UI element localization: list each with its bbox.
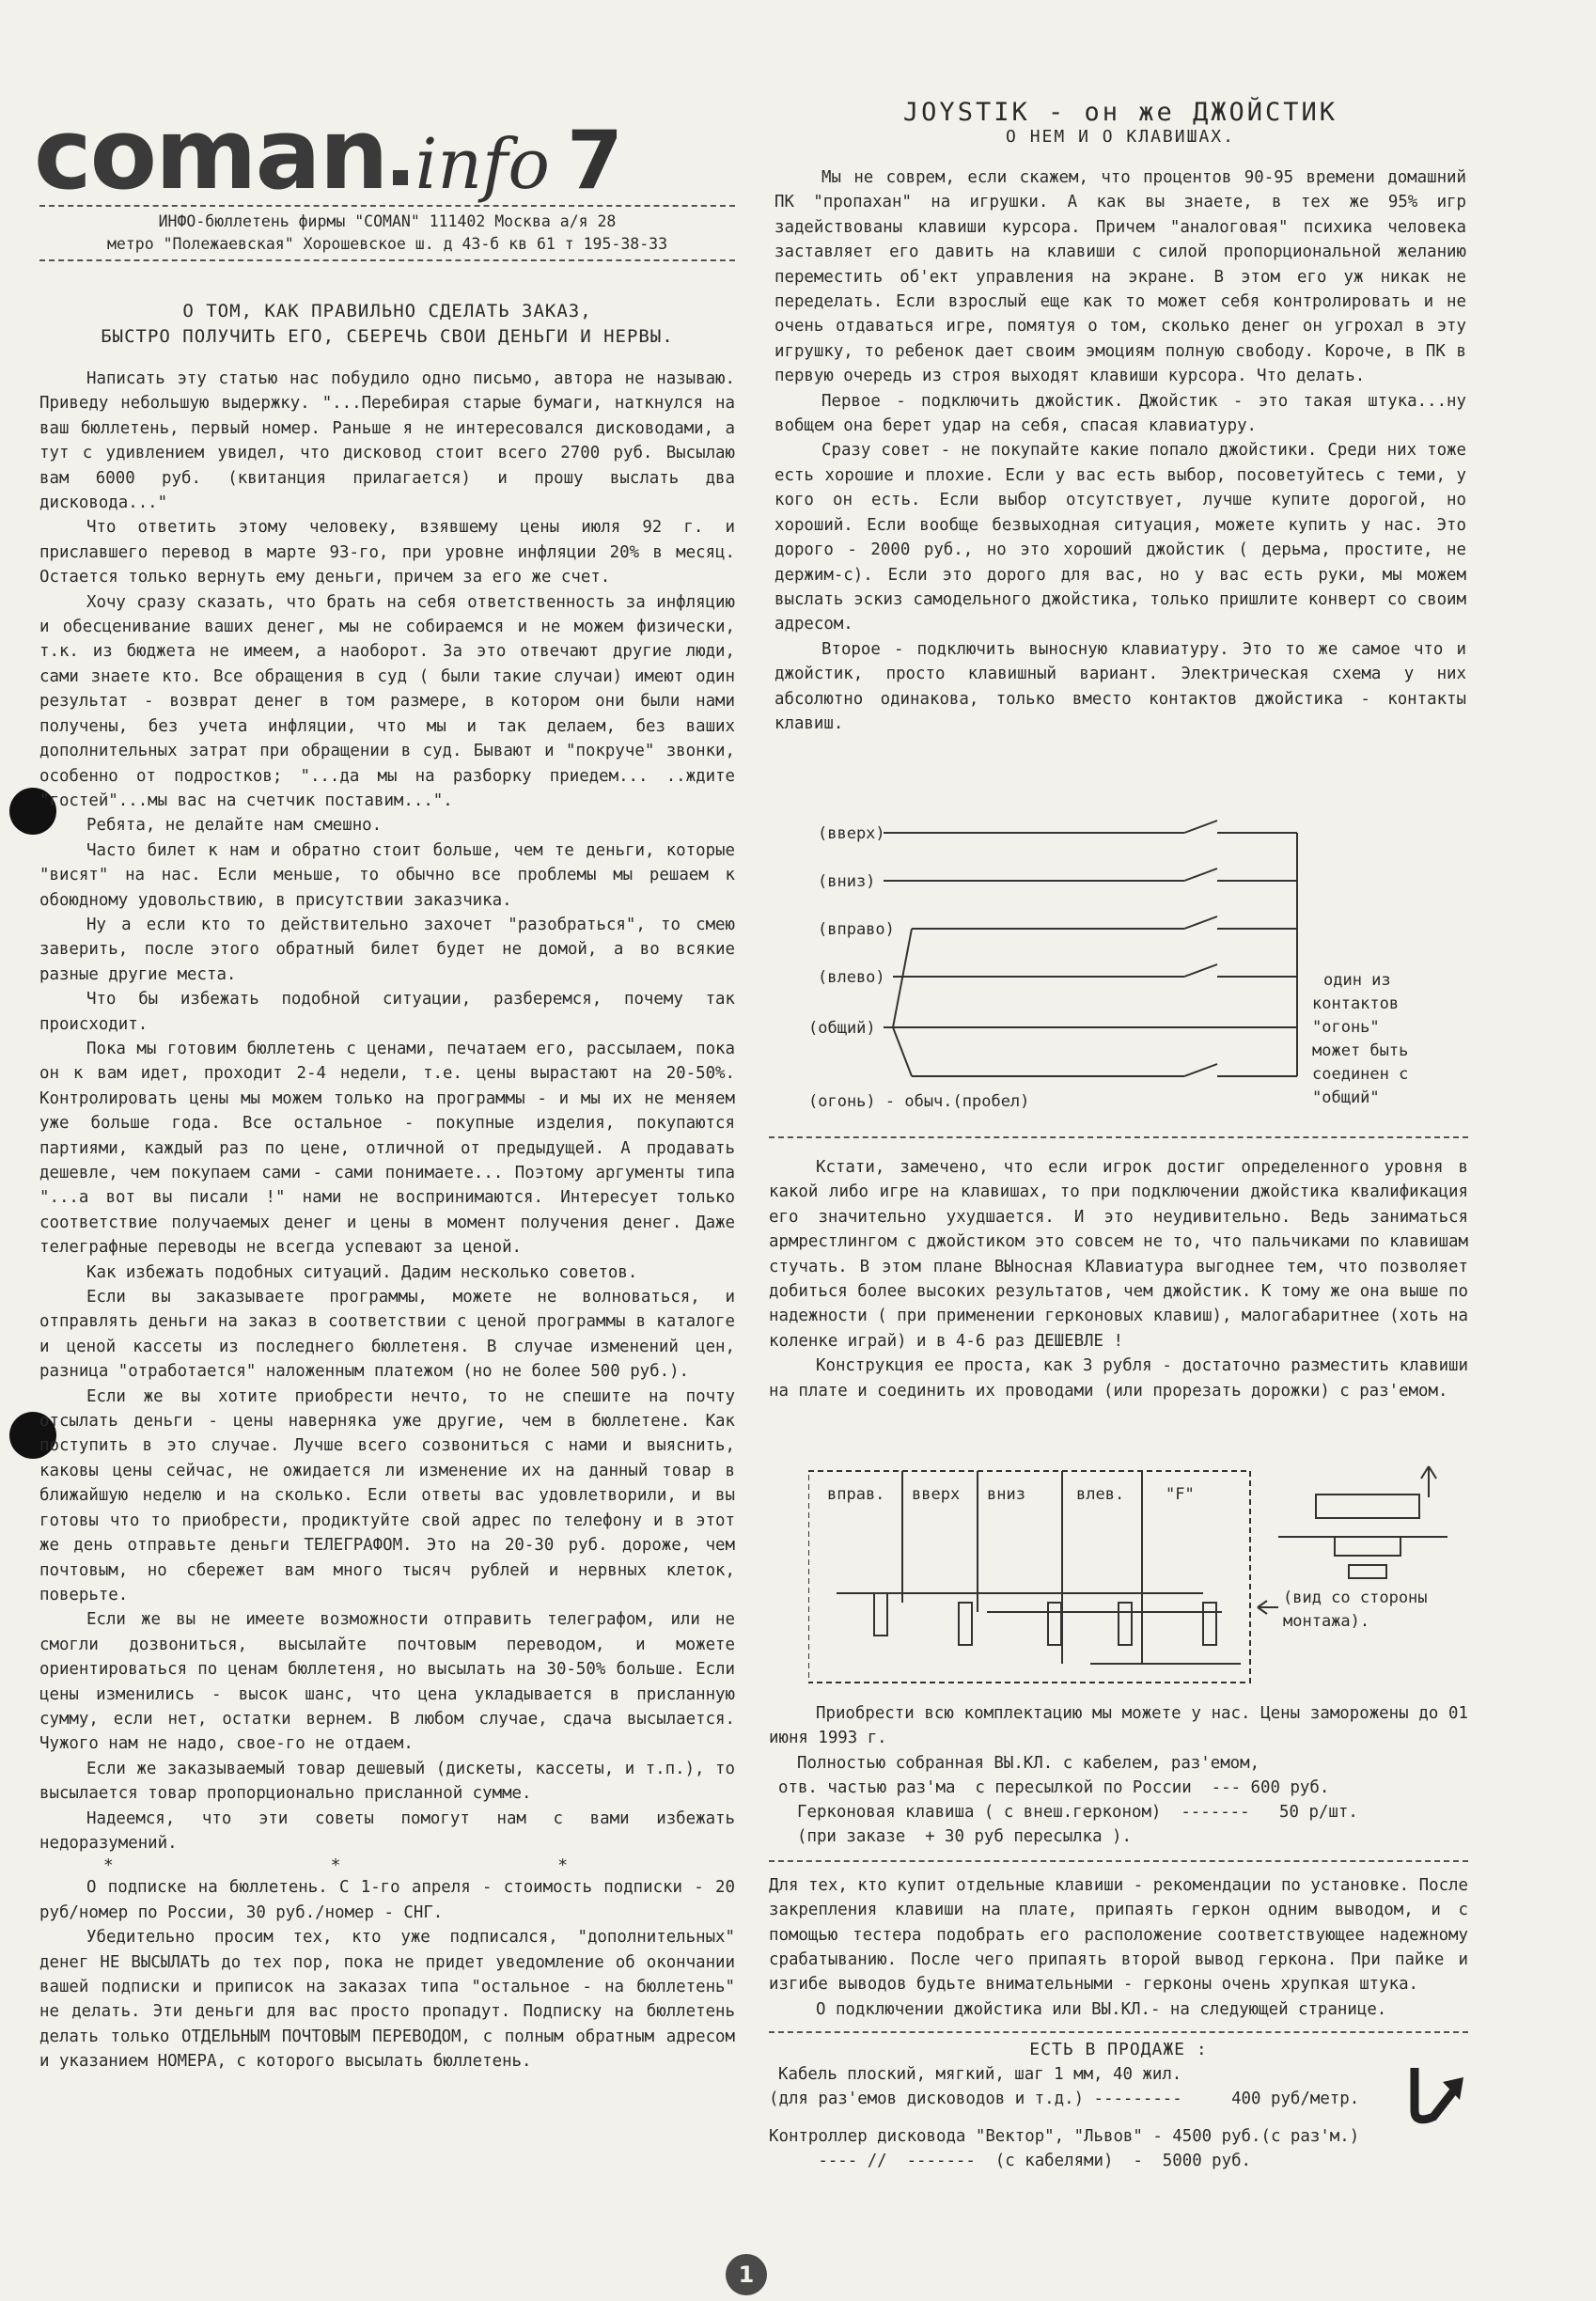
- next-page-arrow-icon: [1405, 2058, 1471, 2134]
- sale-line: Кабель плоский, мягкий, шаг 1 мм, 40 жил.: [778, 2065, 1182, 2085]
- page-number-badge: 1: [726, 2254, 767, 2295]
- sale-line: ---- // ------- (с кабелями) - 5000 руб.: [769, 2152, 1252, 2171]
- keys-paragraph: Для тех, кто купит отдельные клавиши - рекомендации по установке. После закрепления клавиши на плате, припаять геркон одним выводом, и с помощью тестера подобрать его расположение соответствующее надежному срабатыванию. После чего припаять второй вывод геркона. При пайке и изгибе выводов будьте внимательными - герконы очень хрупкая штука.: [769, 1875, 1468, 1995]
- paragraph: Пока мы готовим бюллетень с ценами, печатаем его, рассылаем, пока он к вам идет, проходит 2-4 недели, т.е. цены вырастают на 20-50%. Контролировать цены мы можем только на программы - и мы их не меняем уже больше года. Все остальное - покупные изделия, покупаются партиями, каждый раз по цене, отличной от предыдущей. А продавать дешевле, чем покупаем сами - сами понимаете... Поэтому аргументы типа "...а вот вы писали !" нами не воспринимаются. Интересует только соответствие получаемых денег и цены в момент получения денег. Даже телеграфные переводы не всегда успевают за ценой.: [39, 1039, 735, 1258]
- paragraph: Надеемся, что эти советы помогут нам с вами избежать недоразумений.: [39, 1808, 735, 1853]
- masthead-address: [39, 201, 735, 265]
- masthead-logo: [34, 97, 748, 211]
- paragraph: Ребята, не делайте нам смешно.: [86, 816, 383, 836]
- sketch-label-left: влев.: [1076, 1485, 1125, 1504]
- paragraph: Конструкция ее проста, как 3 рубля - достаточно разместить клавиши на плате и соединить их проводами (или прорезать дорожки) с раз'емом.: [769, 1356, 1468, 1401]
- price-line: Герконовая клавиша ( с внеш.герконом) ------- 50 р/шт.: [797, 1802, 1358, 1822]
- paragraph: Ну а если кто то действительно захочет "разобраться", то смею заверить, после этого обратный билет будет не домой, а во всякие разные другие места.: [39, 915, 735, 984]
- address-line-1: ИНФО-бюллетень фирмы "COMAN" 111402 Москва а/я 28: [158, 212, 617, 230]
- label-fire: (огонь) - обыч.(пробел): [808, 1092, 1030, 1111]
- logo-dot: [393, 170, 408, 185]
- separator: [769, 1136, 1468, 1138]
- separator: [39, 205, 735, 207]
- label-left: (влево): [818, 968, 885, 987]
- sketch-label-right: вправ.: [827, 1485, 885, 1504]
- logo-number: 7: [566, 114, 623, 208]
- article-heading-1: О ТОМ, КАК ПРАВИЛЬНО СДЕЛАТЬ ЗАКАЗ,: [182, 301, 592, 321]
- paragraph: Сразу совет - не покупайте какие попало джойстики. Среди них тоже есть хорошие и плохие. Если у вас есть выбор, посоветуйтесь с теми, у кого он есть. Если выбор отсутствует, лучше купите дорогой, но хороший. Если вообще безвыходная ситуация, можете купить у нас. Это дорого - 2000 руб., но это хороший джойстик ( дерьма, простите, не держим-с). Если это дорого для вас, но у вас есть руки, мы можем выслать эскиз самодельного джойстика, только пришлите конверт со своим адресом.: [775, 441, 1466, 634]
- next-page-note: О подключении джойстика или ВЫ.КЛ.- на следующей странице.: [816, 1999, 1387, 2019]
- note-line: "общий": [1312, 1088, 1380, 1107]
- keyboard-sketch: [808, 1462, 1447, 1706]
- label-up: (вверх): [818, 824, 885, 843]
- paragraph: Что бы избежать подобной ситуации, разберемся, почему так происходит.: [39, 990, 735, 1034]
- sale-line: (для раз'емов дисководов и т.д.) --------- 400 руб/метр.: [769, 2090, 1360, 2109]
- wiring-diagram: [790, 804, 1476, 1123]
- price-line: (при заказе + 30 руб пересылка ).: [797, 1826, 1132, 1846]
- paragraph: Хочу сразу сказать, что брать на себя ответственность за инфляцию и обесценивание ваших денег, мы не собираемся и не можем физически, т.к. из бюджета не имеем, а наоборот. За это отвечают другие люди, сами знаете кто. Все обращения в суд ( были такие случаи) имеют один результат - возврат денег в том размере, в котором они были нами получены, без учета инфляции, что мы и так делаем, без ваших дополнительных затрат при обращении в суд. Бывают и "покруче" звонки, особенно от подростков; "...да мы на разборку приедем... ..ждите "гостей"...мы вас на счетчик поставим...".: [39, 592, 735, 810]
- sketch-label-f: "F": [1166, 1485, 1195, 1504]
- logo-main: coman: [34, 97, 387, 211]
- separator: [769, 1860, 1468, 1862]
- paragraph: Второе - подключить выносную клавиатуру. Это то же самое что и джойстик, просто клавишный вариант. Электрическая схема у них абсолютно одинакова, только вместо контактов джойстика - контакты клавиш.: [775, 639, 1466, 733]
- paragraph: Кстати, замечено, что если игрок достиг определенного уровня в какой либо игре на клавишах, то при подключении джойстика квалификация его значительно ухудшается. И это неудивительно. Ведь заниматься армрестлингом с джойстиком это совсем не то, что пальчиками по клавишам стучать. В этом плане ВЫносная КЛавиатура выгоднее тем, что позволяет добиться более высоких результатов, чем джойстик. К тому же она выше по надежности ( при применении герконовых клавиш), малогабаритнее (хоть на коленке играй) и в 4-6 раз ДЕШЕВЛЕ !: [769, 1158, 1468, 1351]
- right-article: [775, 98, 1466, 736]
- price-line: Полностью собранная ВЫ.КЛ. с кабелем, раз'емом,: [797, 1753, 1260, 1773]
- label-down: (вниз): [818, 872, 876, 891]
- stars-divider: * * *: [102, 1855, 672, 1876]
- paragraph: Часто билет к нам и обратно стоит больше, чем те деньги, которые "висят" на нас. Если меньше, то обычно все проблемы мы решаем к обоюдному удовольствию, в присутствии заказчика.: [39, 840, 735, 910]
- paragraph: Если вы заказываете программы, можете не волноваться, и отправлять деньги на заказ в соответствии с ценой программы в каталоге и ценой кассеты из последнего бюллетеня. В случае изменений цен, разница "отработается" наложенным платежом (но не более 500 руб.).: [39, 1288, 735, 1382]
- subscription-paragraph: Убедительно просим тех, кто уже подписался, "дополнительных" денег НЕ ВЫСЫЛАТЬ до тех пор, пока не придет уведомление об окончании вашей подписки и приписок на заказах типа "остальное - на бюллетень" не делать. Эти деньги для вас просто пропадут. Подписку на бюллетень делать только ОТДЕЛЬНЫМ ПОЧТОВЫМ ПЕРЕВОДОМ, с полным обратным адресом и указанием НОМЕРА, с которого высылать бюллетень.: [39, 1928, 735, 2072]
- joystick-subtitle: О НЕМ И О КЛАВИШАХ.: [1006, 127, 1235, 147]
- sketch-label-up: вверх: [912, 1485, 961, 1504]
- note-line: контактов: [1312, 994, 1400, 1013]
- note-line: один из: [1323, 971, 1391, 990]
- paragraph: Мы не соврем, если скажем, что процентов 90-95 времени домашний ПК "пропахан" на игрушки. А как вы знаете, в тех же 95% игр задействованы клавиши курсора. Причем "аналоговая" психика человека заставляет его давить на клавиши с силой пропорциональной желанию переместить об'ект управления на экране. В этом его уж никак не переделать. Если взрослый еще как то может себя контролировать и не очень отдаваться игре, помятуя о том, сколько денег он угрохал в эту игрушку, то ребенок дает своим эмоциям полную свободу. Короче, в ПК в первую очередь из строя выходят клавиши курсора. Что делать.: [775, 168, 1466, 386]
- separator: [39, 259, 735, 261]
- left-article: [39, 299, 735, 2074]
- separator: [769, 2031, 1468, 2033]
- sketch-caption: (вид со стороны: [1283, 1589, 1428, 1607]
- paragraph: Написать эту статью нас побудило одно письмо, автора не называю. Приведу небольшую выдержку. "...Перебирая старые бумаги, наткнулся на ваш бюллетень, первый номер. Раньше я не интересовался дисководами, а тут с удивлением увидел, что дисковод стоит всего 2700 руб. Высылаю вам 6000 руб. (квитанция прилагается) и прошу выслать два дисковода...": [39, 369, 735, 513]
- logo-info: info: [415, 124, 550, 205]
- paragraph: Приобрести всю комплектацию мы можете у нас. Цены заморожены до 01 июня 1993 г.: [769, 1704, 1468, 1748]
- right-prices: [769, 1701, 1468, 2173]
- address-line-2: метро "Полежаевская" Хорошевское ш. д 43-б кв 61 т 195-38-33: [106, 235, 668, 253]
- label-right: (вправо): [818, 920, 895, 939]
- paragraph: Если же вы хотите приобрести нечто, то не спешите на почту отсылать деньги - цены наверняка уже другие, чем в бюллетене. Как поступить в это случае. Лучше всего созвониться с нами и выяснить, каковы цены сейчас, не ожидается ли изменение их на данный товар в ближайшую неделю и на сколько. Если ответы вас удовлетворили, и вы готовы что то приобрести, продиктуйте свой адрес по телефону и в этот же день отправьте деньги ТЕЛЕГРАФОМ. Это на 20-30 руб. дороже, чем почтовым, но сбережет вам много тысяч рублей и нервных клеток, поверьте.: [39, 1386, 735, 1604]
- sale-heading: ЕСТЬ В ПРОДАЖЕ :: [1029, 2040, 1208, 2060]
- note-line: "огонь": [1312, 1018, 1380, 1037]
- sketch-label-down: вниз: [987, 1485, 1025, 1504]
- joystick-title: JOYSTIK - он же ДЖОЙСТИК: [902, 98, 1338, 127]
- subscription-paragraph: О подписке на бюллетень. С 1-го апреля - стоимость подписки - 20 руб/номер по России, 30 руб./номер - СНГ.: [39, 1878, 735, 1922]
- paragraph: Первое - подключить джойстик. Джойстик - это такая штука...ну вобщем она берет удар на себя, спасая клавиатуру.: [775, 391, 1466, 436]
- paragraph: Если же заказываемый товар дешевый (дискеты, кассеты, и т.п.), то высылается товар пропорционально присланной сумме.: [39, 1759, 735, 1804]
- note-line: соединен с: [1312, 1065, 1409, 1084]
- article-heading-2: БЫСТРО ПОЛУЧИТЬ ЕГО, СБЕРЕЧЬ СВОИ ДЕНЬГИ И НЕРВЫ.: [101, 326, 674, 347]
- paragraph: Если же вы не имеете возможности отправить телеграфом, или не смогли дозвониться, высылайте почтовым переводом, и можете ориентироваться по ценам бюллетеня, но высылать на 30-50% больше. Если цены изменились - высок шанс, что цена укладывается в присланную сумму, если нет, остатки вернем. В любом случае, сдача высылается. Чужого нам не надо, свое-го не отдаем.: [39, 1610, 735, 1754]
- price-line: отв. частью раз'ма с пересылкой по России --- 600 руб.: [778, 1777, 1330, 1797]
- sketch-caption: монтажа).: [1283, 1612, 1370, 1631]
- sale-line: Контроллер дисковода "Вектор", "Львов" - 4500 руб.(с раз'м.): [769, 2127, 1360, 2147]
- paragraph: Как избежать подобных ситуаций. Дадим несколько советов.: [86, 1262, 638, 1282]
- label-common: (общий): [808, 1019, 876, 1038]
- right-article-continued: [769, 1133, 1468, 1403]
- note-line: может быть: [1312, 1041, 1409, 1060]
- paragraph: Что ответить этому человеку, взявшему цены июля 92 г. и приславшего перевод в марте 93-го, при уровне инфляции 20% в месяц. Остается только вернуть ему деньги, причем за его же счет.: [39, 518, 735, 587]
